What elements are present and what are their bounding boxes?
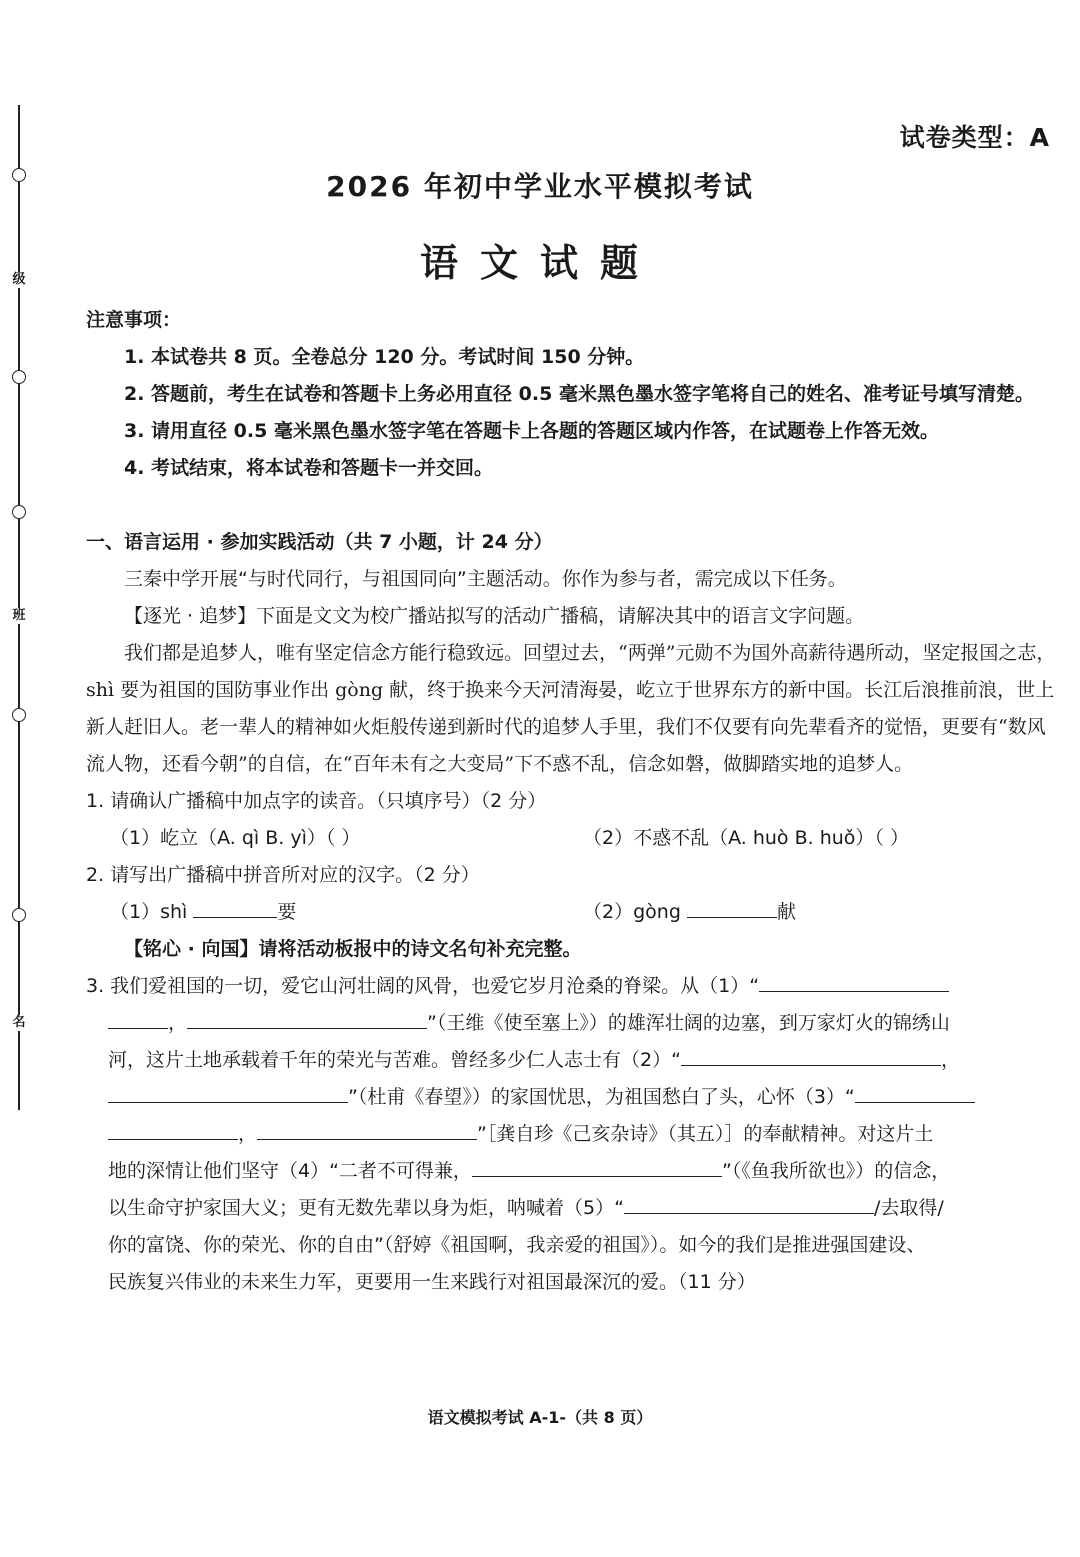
answer-blank[interactable]: [108, 1117, 238, 1140]
question-2-items: [86, 894, 1056, 931]
exam-title: 2026 年初中学业水平模拟考试: [326, 170, 754, 203]
section-heading: 一、语言运用 · 参加实践活动（共 7 小题，计 24 分）: [86, 531, 553, 553]
question-2: 2. 请写出广播稿中拼音所对应的汉字。（2 分）: [86, 864, 480, 886]
q2-item-1: （1）shì 要: [110, 894, 583, 931]
answer-blank[interactable]: [108, 1006, 168, 1029]
binding-hole: [12, 708, 26, 722]
answer-blank[interactable]: [624, 1191, 874, 1214]
margin-label-class: 班: [10, 608, 28, 624]
margin-label-class: 级: [10, 272, 28, 288]
answer-blank[interactable]: [855, 1080, 975, 1103]
answer-blank[interactable]: [759, 969, 949, 992]
notice-item: 1. 本试卷共 8 页。全卷总分 120 分。考试时间 150 分钟。: [124, 346, 645, 368]
exam-type: 试卷类型：A: [899, 123, 1050, 152]
exam-content: [86, 302, 1056, 1301]
question-3: 3. 我们爱祖国的一切，爱它山河壮阔的风骨，也爱它岁月沧桑的脊梁。从（1）“ ， ”（王维《使至塞上》）的雄浑壮阔的边塞，到万家灯火的锦绣山 河，这片土地承载着千年的荣光与苦难。曾经多少仁人志士有（2）“ ， ”（杜甫《春望》）的家国忧思，为祖国愁白了头，心怀（3）“ ， ”［龚自珍《己亥杂诗》（其五）］的奉献精神。对这片土 地的深情让他们坚守（4）“二者不可得兼， ”（《鱼我所欲也》）的信念， 以生命守护家国大义；更有无数先辈以身为炬，呐喊着（5）“ /去取得/ 你的富饶、你的荣光、你的自由”（舒婷《祖国啊，我亲爱的祖国》）。如今的我们是推进强国建设、 民族复兴伟业的未来生力军，更要用一生来践行对祖国最深沉的爱。（11 分）: [86, 968, 1056, 1301]
question-1: 1. 请确认广播稿中加点字的读音。（只填序号）（2 分）: [86, 790, 547, 812]
answer-blank[interactable]: [187, 1006, 427, 1029]
notice-item: 2. 答题前，考生在试卷和答题卡上务必用直径 0.5 毫米黑色墨水签字笔将自己的姓名、准考证号填写清楚。: [124, 383, 1034, 405]
answer-blank[interactable]: [681, 1043, 941, 1066]
binding-hole: [12, 370, 26, 384]
notice-heading: 注意事项：: [86, 309, 182, 331]
answer-blank[interactable]: [257, 1117, 477, 1140]
q1-option-2: （2）不惑不乱（A. huò B. huǒ）（ ）: [583, 827, 909, 849]
answer-blank[interactable]: [193, 895, 277, 918]
margin-label-name: 名: [10, 1015, 28, 1031]
notice-item: 4. 考试结束，将本试卷和答题卡一并交回。: [124, 457, 494, 479]
q2-item-2: （2）gòng 献: [583, 894, 1056, 931]
answer-blank[interactable]: [687, 895, 777, 918]
task-heading: 【铭心 · 向国】请将活动板报中的诗文名句补充完整。: [124, 938, 582, 960]
binding-hole: [12, 505, 26, 519]
broadcast-passage: 我们都是追梦人，唯有坚定信念方能行稳致远。回望过去，“两弹”元勋不为国外高薪待遇所动，坚定报国之志，shì 要为祖国的国防事业作出 gòng 献，终于换来今天河清海晏，屹立于世界东方的新中国。长江后浪推前浪，世上新人赶旧人。老一辈人的精神如火炬般传递到新时代的追梦人手里，我们不仅要有向先辈看齐的觉悟，更要有“数风流人物，还看今朝”的自信，在“百年未有之大变局”下不惑不乱，信念如磐，做脚踏实地的追梦人。: [86, 642, 1056, 775]
task-heading: 【逐光 · 追梦】下面是文文为校广播站拟写的活动广播稿，请解决其中的语言文字问题。: [124, 605, 865, 627]
subject-title: 语文试题: [419, 241, 660, 285]
q1-option-1: （1）屹立（A. qì B. yì）（ ）: [110, 827, 361, 849]
notice-item: 3. 请用直径 0.5 毫米黑色墨水签字笔在答题卡上各题的答题区域内作答，在试题卷上作答无效。: [124, 420, 939, 442]
page-footer: 语文模拟考试 A-1-（共 8 页）: [427, 1408, 653, 1427]
answer-blank[interactable]: [108, 1080, 348, 1103]
answer-blank[interactable]: [472, 1154, 722, 1177]
binding-hole: [12, 908, 26, 922]
section-intro: 三秦中学开展“与时代同行，与祖国同向”主题活动。你作为参与者，需完成以下任务。: [124, 568, 847, 590]
question-1-options: [86, 820, 1056, 857]
